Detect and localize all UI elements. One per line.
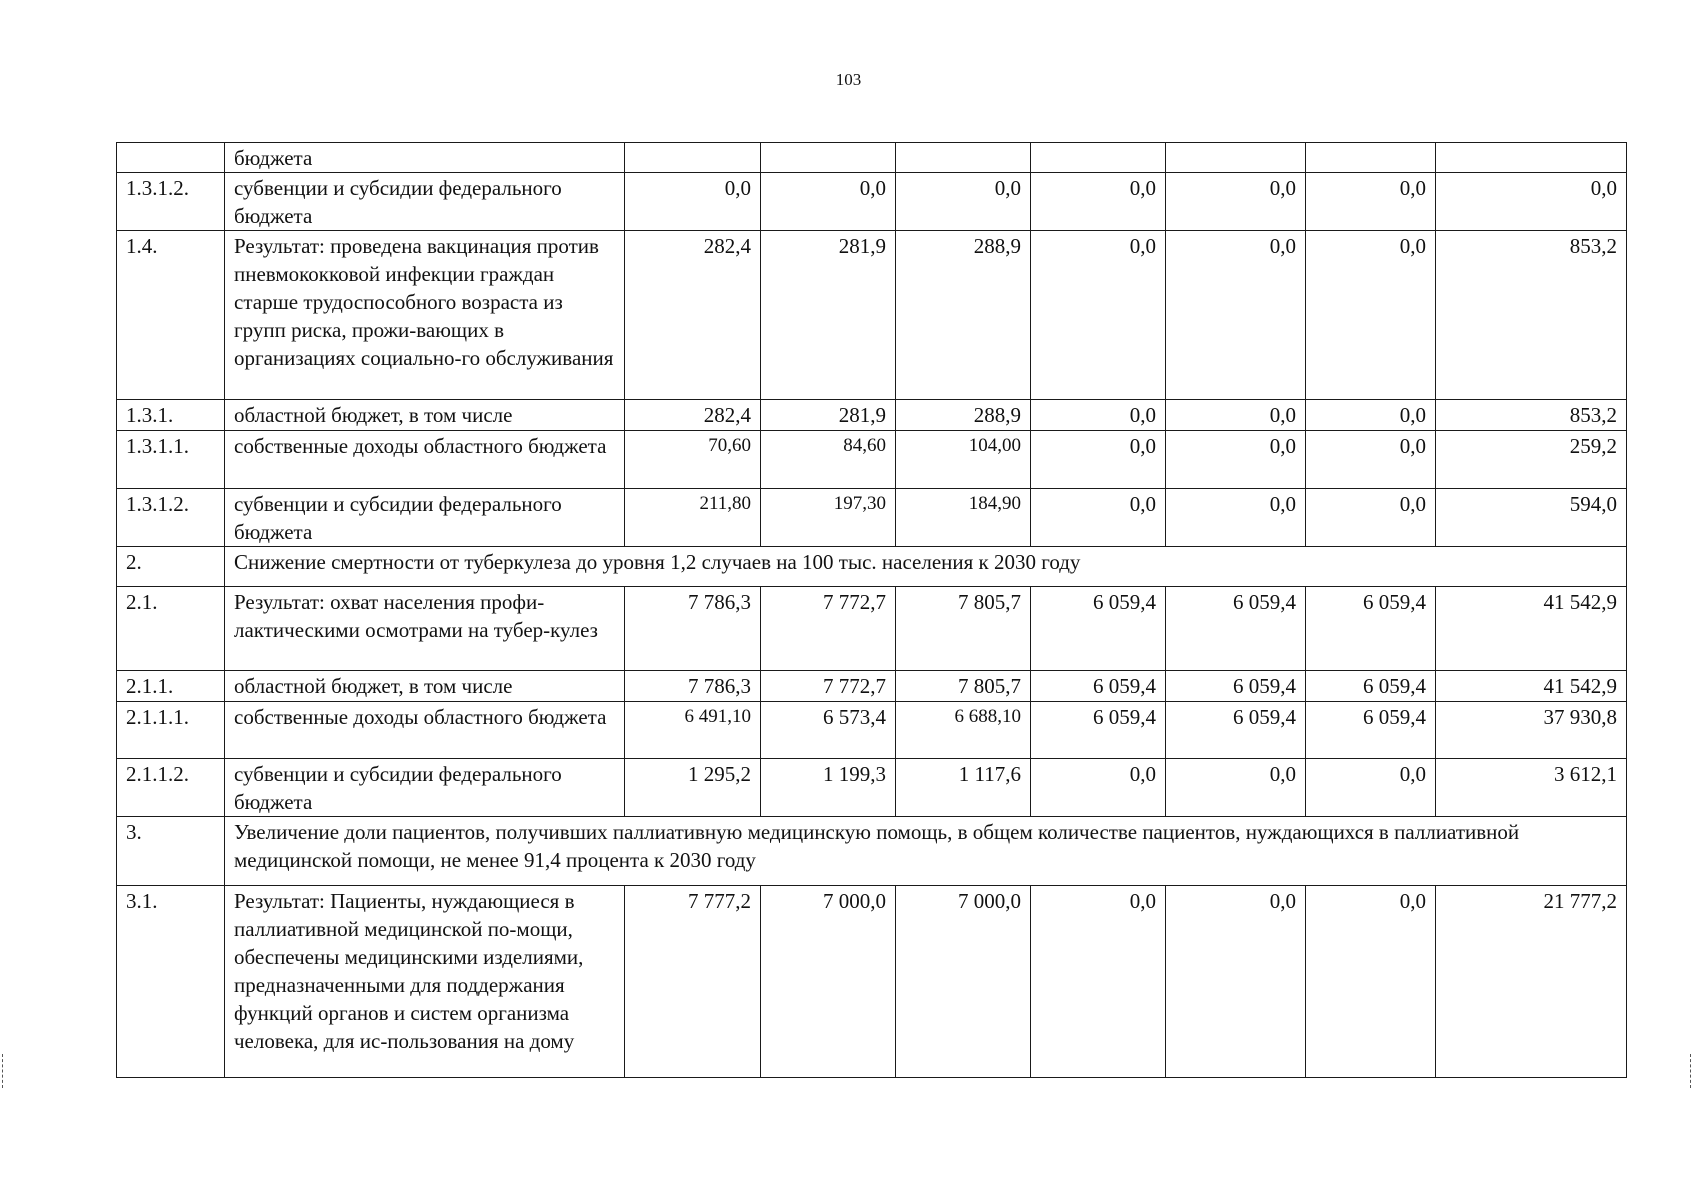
value-cell — [1031, 143, 1166, 173]
value-cell: 6 059,4 — [1031, 671, 1166, 702]
value-cell: 7 000,0 — [896, 886, 1031, 1078]
value-cell: 0,0 — [1306, 489, 1436, 547]
value-cell: 0,0 — [1031, 400, 1166, 431]
section-row — [117, 817, 1627, 886]
value-cell: 1 117,6 — [896, 759, 1031, 817]
section-title: Увеличение доли пациентов, получивших паллиативную медицинскую помощь, в общем количестве пациентов, нуждающихся в паллиативной медицинской помощи, не менее 91,4 процента к 2030 году — [225, 817, 1627, 886]
table-row — [117, 886, 1627, 1078]
value-cell — [1436, 143, 1627, 173]
value-cell: 7 805,7 — [896, 587, 1031, 671]
value-cell: 594,0 — [1436, 489, 1627, 547]
table-row — [117, 702, 1627, 759]
value-cell: 7 000,0 — [761, 886, 896, 1078]
row-description: областной бюджет, в том числе — [225, 671, 625, 702]
value-cell: 0,0 — [1031, 173, 1166, 231]
value-cell: 0,0 — [1306, 173, 1436, 231]
value-cell — [761, 143, 896, 173]
value-cell: 6 059,4 — [1306, 587, 1436, 671]
value-cell: 41 542,9 — [1436, 671, 1627, 702]
value-cell: 7 786,3 — [625, 587, 761, 671]
table-row — [117, 759, 1627, 817]
crop-mark-left — [2, 1054, 5, 1088]
value-cell: 0,0 — [625, 173, 761, 231]
value-cell: 7 772,7 — [761, 587, 896, 671]
table-row — [117, 671, 1627, 702]
value-cell: 0,0 — [1031, 431, 1166, 489]
value-cell: 0,0 — [761, 173, 896, 231]
value-cell: 0,0 — [1306, 886, 1436, 1078]
row-description: областной бюджет, в том числе — [225, 400, 625, 431]
value-cell — [1306, 143, 1436, 173]
value-cell: 0,0 — [1166, 886, 1306, 1078]
table-row — [117, 400, 1627, 431]
value-cell: 1 295,2 — [625, 759, 761, 817]
value-cell: 0,0 — [1031, 886, 1166, 1078]
row-description: субвенции и субсидии федерального бюджета — [225, 173, 625, 231]
value-cell: 84,60 — [761, 431, 896, 489]
value-cell: 0,0 — [1031, 489, 1166, 547]
value-cell: 0,0 — [1306, 431, 1436, 489]
value-cell: 0,0 — [896, 173, 1031, 231]
table-row — [117, 489, 1627, 547]
table-row — [117, 431, 1627, 489]
value-cell — [625, 143, 761, 173]
value-cell: 184,90 — [896, 489, 1031, 547]
value-cell: 6 491,10 — [625, 702, 761, 759]
value-cell: 37 930,8 — [1436, 702, 1627, 759]
value-cell: 3 612,1 — [1436, 759, 1627, 817]
row-code: 2.1.1.2. — [117, 759, 225, 817]
value-cell: 0,0 — [1306, 759, 1436, 817]
row-code: 3. — [117, 817, 225, 886]
value-cell: 282,4 — [625, 400, 761, 431]
section-title: Снижение смертности от туберкулеза до уровня 1,2 случаев на 100 тыс. населения к 2030 году — [225, 547, 1627, 587]
value-cell: 0,0 — [1166, 489, 1306, 547]
value-cell: 0,0 — [1166, 431, 1306, 489]
row-description: субвенции и субсидии федерального бюджета — [225, 759, 625, 817]
value-cell: 41 542,9 — [1436, 587, 1627, 671]
row-code — [117, 143, 225, 173]
table-row — [117, 231, 1627, 400]
value-cell: 0,0 — [1166, 759, 1306, 817]
table-row — [117, 587, 1627, 671]
value-cell: 21 777,2 — [1436, 886, 1627, 1078]
value-cell: 0,0 — [1306, 400, 1436, 431]
row-code: 1.3.1. — [117, 400, 225, 431]
row-description: бюджета — [225, 143, 625, 173]
value-cell: 853,2 — [1436, 400, 1627, 431]
row-code: 1.3.1.2. — [117, 173, 225, 231]
row-description: собственные доходы областного бюджета — [225, 431, 625, 489]
crop-mark-right — [1690, 1054, 1693, 1088]
value-cell: 6 059,4 — [1166, 587, 1306, 671]
table-row — [117, 173, 1627, 231]
value-cell: 6 688,10 — [896, 702, 1031, 759]
budget-table — [116, 142, 1627, 1078]
value-cell: 70,60 — [625, 431, 761, 489]
table-body — [117, 143, 1627, 1078]
value-cell: 0,0 — [1306, 231, 1436, 400]
value-cell: 6 059,4 — [1031, 587, 1166, 671]
value-cell: 6 059,4 — [1306, 702, 1436, 759]
row-code: 2.1.1. — [117, 671, 225, 702]
row-code: 2.1. — [117, 587, 225, 671]
value-cell: 259,2 — [1436, 431, 1627, 489]
value-cell: 6 059,4 — [1166, 702, 1306, 759]
value-cell: 281,9 — [761, 400, 896, 431]
value-cell: 0,0 — [1166, 400, 1306, 431]
value-cell: 0,0 — [1166, 231, 1306, 400]
value-cell: 6 059,4 — [1306, 671, 1436, 702]
row-description: субвенции и субсидии федерального бюджета — [225, 489, 625, 547]
value-cell: 0,0 — [1436, 173, 1627, 231]
row-code: 2. — [117, 547, 225, 587]
value-cell: 853,2 — [1436, 231, 1627, 400]
table-row — [117, 143, 1627, 173]
value-cell: 7 786,3 — [625, 671, 761, 702]
value-cell: 281,9 — [761, 231, 896, 400]
value-cell: 6 573,4 — [761, 702, 896, 759]
row-code: 2.1.1.1. — [117, 702, 225, 759]
value-cell: 1 199,3 — [761, 759, 896, 817]
row-code: 1.3.1.1. — [117, 431, 225, 489]
value-cell: 6 059,4 — [1166, 671, 1306, 702]
row-description: Результат: охват населения профи-лактическими осмотрами на тубер-кулез — [225, 587, 625, 671]
row-description: Результат: проведена вакцинация против пневмококковой инфекции граждан старше трудоспособного возраста из групп риска, прожи-вающих в организациях социально-го обслуживания — [225, 231, 625, 400]
row-description: Результат: Пациенты, нуждающиеся в паллиативной медицинской по-мощи, обеспечены медицинскими изделиями, предназначенными для поддержания функций органов и систем организма человека, для ис-пользования на дому — [225, 886, 625, 1078]
value-cell: 282,4 — [625, 231, 761, 400]
page-number: 103 — [835, 70, 862, 89]
value-cell: 288,9 — [896, 231, 1031, 400]
value-cell: 104,00 — [896, 431, 1031, 489]
section-row — [117, 547, 1627, 587]
value-cell: 288,9 — [896, 400, 1031, 431]
value-cell: 7 805,7 — [896, 671, 1031, 702]
row-description: собственные доходы областного бюджета — [225, 702, 625, 759]
value-cell: 6 059,4 — [1031, 702, 1166, 759]
value-cell: 0,0 — [1031, 231, 1166, 400]
value-cell: 7 777,2 — [625, 886, 761, 1078]
value-cell — [896, 143, 1031, 173]
value-cell: 197,30 — [761, 489, 896, 547]
value-cell: 7 772,7 — [761, 671, 896, 702]
row-code: 1.4. — [117, 231, 225, 400]
value-cell — [1166, 143, 1306, 173]
value-cell: 211,80 — [625, 489, 761, 547]
row-code: 3.1. — [117, 886, 225, 1078]
value-cell: 0,0 — [1166, 173, 1306, 231]
row-code: 1.3.1.2. — [117, 489, 225, 547]
value-cell: 0,0 — [1031, 759, 1166, 817]
